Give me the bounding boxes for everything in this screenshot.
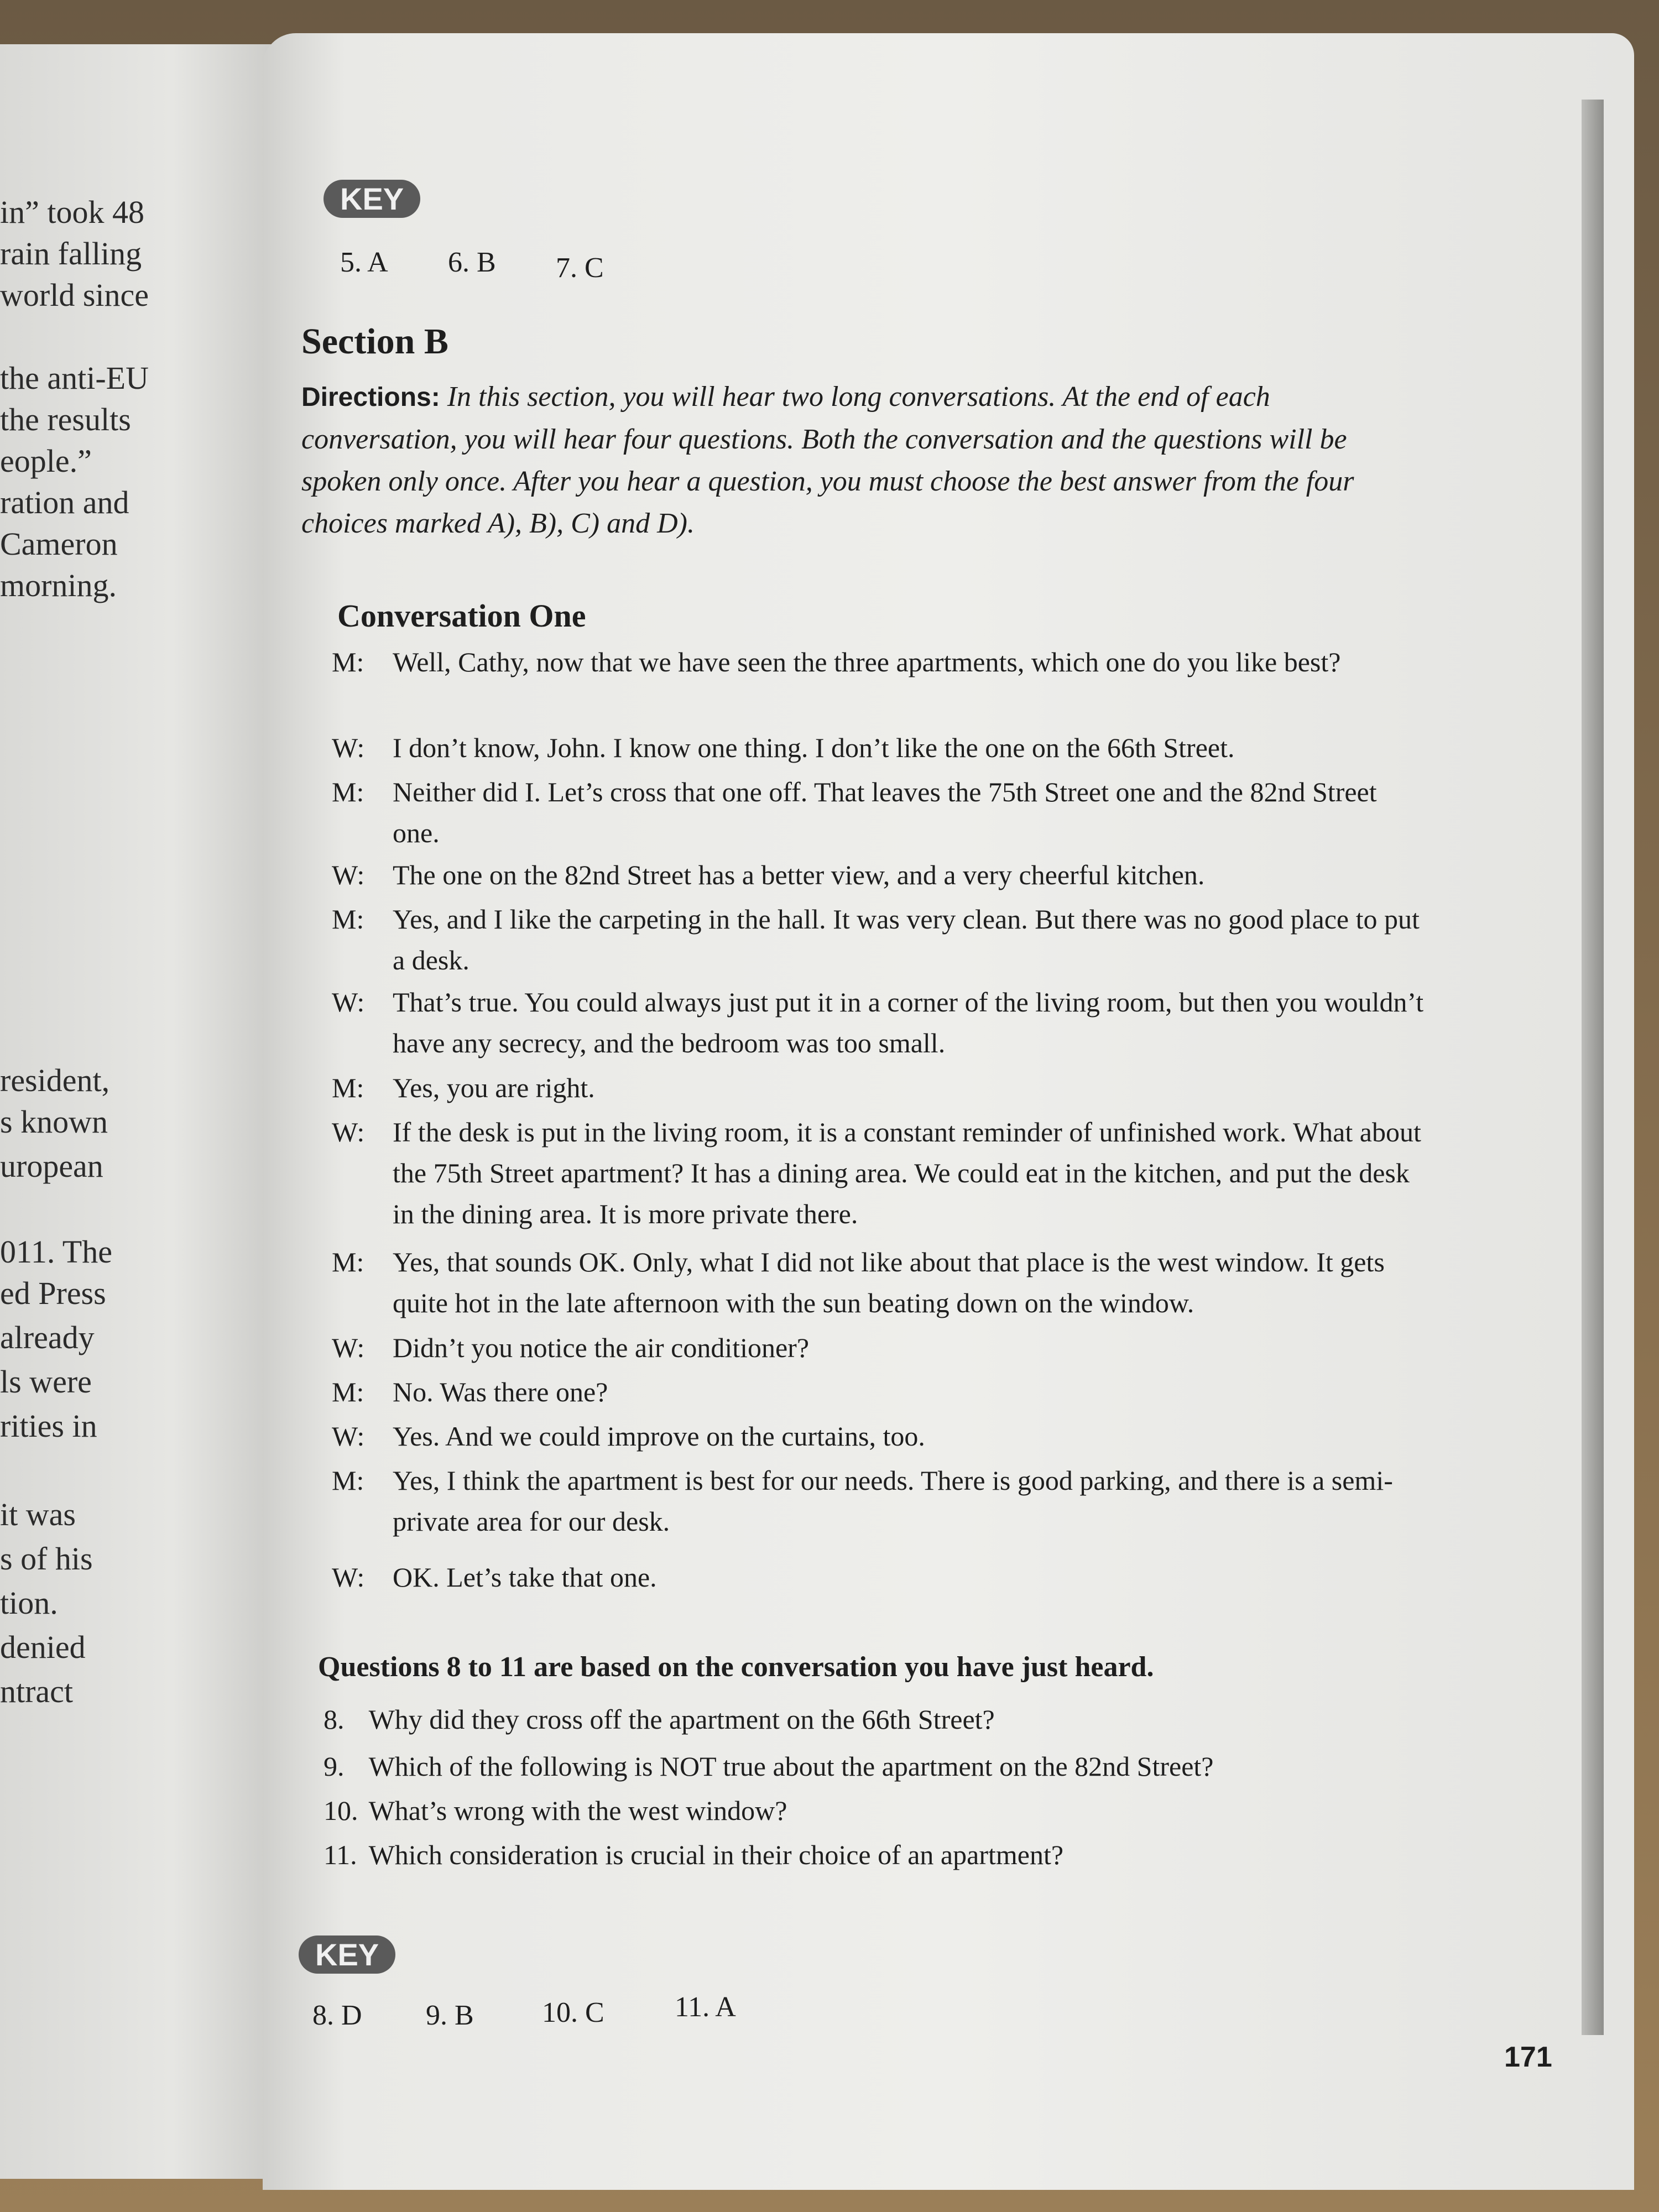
- dialogue-text: Well, Cathy, now that we have seen the three apartments, which one do you like best?: [393, 646, 1341, 677]
- speaker: M:: [332, 904, 364, 935]
- dialogue-text: Didn’t you notice the air conditioner?: [393, 1332, 810, 1363]
- question-text: What’s wrong with the west window?: [368, 1795, 787, 1826]
- question-text: Why did they cross off the apartment on the 66th Street?: [368, 1704, 995, 1735]
- dialogue-text: Yes, you are right.: [393, 1072, 595, 1103]
- speaker: W:: [332, 1332, 365, 1363]
- dialogue-text: OK. Let’s take that one.: [393, 1562, 657, 1593]
- directions-label: Directions:: [301, 383, 440, 412]
- question-item: [324, 1839, 1430, 1871]
- speaker: M:: [332, 1376, 364, 1407]
- question-number: 11.: [324, 1839, 357, 1870]
- left-page-line: world since: [0, 277, 149, 313]
- left-page-line: already: [0, 1319, 95, 1355]
- page-edge: [1582, 100, 1604, 2035]
- left-page-line: s of his: [0, 1541, 93, 1577]
- dialogue-text: Yes. And we could improve on the curtains, too.: [393, 1421, 925, 1452]
- dialogue-text: If the desk is put in the living room, it is a constant reminder of unfinished work. What about the 75th Street apartment? It has a dining area. We could eat in the kitchen, and put the desk in the dining area. It is more private there.: [393, 1117, 1421, 1229]
- answer: 10. C: [542, 1997, 604, 2028]
- dialogue-text: I don’t know, John. I know one thing. I don’t like the one on the 66th Street.: [393, 732, 1235, 763]
- question-number: 10.: [324, 1795, 358, 1826]
- dialogue-text: Yes, I think the apartment is best for our needs. There is good parking, and there is a semi-private area for our desk.: [393, 1465, 1393, 1537]
- conversation-title: Conversation One: [337, 598, 586, 634]
- question-number: 8.: [324, 1704, 345, 1735]
- dialogue-text: That’s true. You could always just put it in a corner of the living room, but then you wouldn’t have any secrecy, and the bedroom was too small.: [393, 987, 1424, 1058]
- directions-text: In this section, you will hear two long conversations. At the end of each conversation, you will hear four questions. Both the conversation and the questions will be spoken only once. After you hear a question, you must choose the best answer from the four choices marked A), B), C) and D).: [301, 381, 1354, 539]
- answer: 11. A: [675, 1991, 736, 2023]
- left-page-line: rain falling: [0, 236, 142, 272]
- speaker: M:: [332, 776, 364, 807]
- answer: 7. C: [556, 252, 604, 284]
- dialogue-text: The one on the 82nd Street has a better view, and a very cheerful kitchen.: [393, 859, 1205, 890]
- left-page-line: uropean: [0, 1148, 103, 1184]
- left-page-line: the anti-EU: [0, 360, 149, 396]
- directions: [301, 376, 1418, 545]
- speaker: W:: [332, 1421, 365, 1452]
- left-page-line: Cameron: [0, 526, 118, 562]
- question-text: Which consideration is crucial in their choice of an apartment?: [368, 1839, 1064, 1870]
- answer: 5. A: [340, 247, 388, 278]
- answer: 8. D: [312, 2000, 362, 2031]
- question-item: [324, 1794, 1430, 1827]
- left-page: [0, 44, 288, 2179]
- left-page-line: in” took 48: [0, 194, 144, 230]
- dialogue-text: Yes, that sounds OK. Only, what I did not like about that place is the west window. It gets quite hot in the late afternoon with the sun beating down on the window.: [393, 1246, 1385, 1318]
- speaker: M:: [332, 1072, 364, 1103]
- left-page-line: rities in: [0, 1408, 97, 1444]
- dialogue-text: Yes, and I like the carpeting in the hall. It was very clean. But there was no good place to put a desk.: [393, 904, 1420, 975]
- left-page-line: ed Press: [0, 1275, 106, 1311]
- left-page-line: eople.”: [0, 443, 92, 479]
- speaker: W:: [332, 1562, 365, 1593]
- left-page-line: tion.: [0, 1585, 58, 1621]
- left-page-line: denied: [0, 1629, 86, 1665]
- speaker: W:: [332, 987, 365, 1018]
- left-page-line: morning.: [0, 567, 117, 603]
- dialogue-text: No. Was there one?: [393, 1376, 608, 1407]
- dialogue-text: Neither did I. Let’s cross that one off. That leaves the 75th Street one and the 82nd Street one.: [393, 776, 1377, 848]
- left-page-line: ntract: [0, 1673, 74, 1709]
- speaker: M:: [332, 1246, 364, 1277]
- key-badge: KEY: [324, 180, 420, 218]
- question-text: Which of the following is NOT true about the apartment on the 82nd Street?: [368, 1751, 1214, 1782]
- speaker: M:: [332, 1465, 364, 1496]
- answer: 6. B: [448, 247, 496, 278]
- left-page-line: ls were: [0, 1364, 92, 1400]
- speaker: W:: [332, 732, 365, 763]
- page-number: 171: [1504, 2041, 1552, 2073]
- speaker: W:: [332, 1117, 365, 1147]
- key-badge: KEY: [299, 1936, 395, 1974]
- questions-heading: Questions 8 to 11 are based on the conversation you have just heard.: [318, 1651, 1154, 1683]
- left-page-line: it was: [0, 1496, 76, 1532]
- speaker: M:: [332, 646, 364, 677]
- left-page-line: the results: [0, 401, 131, 437]
- left-page-line: ration and: [0, 484, 129, 520]
- answer: 9. B: [426, 2000, 474, 2031]
- question-number: 9.: [324, 1751, 345, 1782]
- speaker: W:: [332, 859, 365, 890]
- left-page-line: s known: [0, 1104, 108, 1140]
- left-page-line: resident,: [0, 1062, 110, 1098]
- question-item: [324, 1750, 1430, 1782]
- question-item: [324, 1703, 1430, 1735]
- left-page-line: 011. The: [0, 1234, 112, 1270]
- section-title: Section B: [301, 321, 448, 362]
